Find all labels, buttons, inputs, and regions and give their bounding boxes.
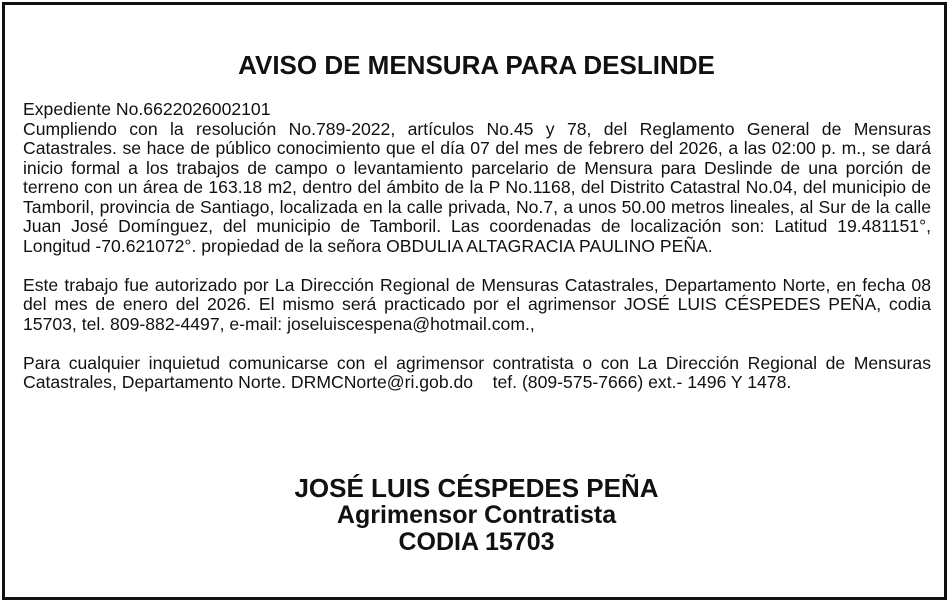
paragraph-spacer (23, 334, 931, 354)
signature-role: Agrimensor Contratista (336, 501, 617, 529)
notice-frame (2, 2, 947, 600)
notice-paragraph-schedule: Cumpliendo con la resolución No.789-2022, artículos No.45 y 78, del Reglamento General de Mensuras Catastrales. se hace de público conocimiento que el día 07 del mes de febrero del 2026, a las 02:00 p. m., se dará inicio formal a los trabajos de campo o levantamiento parcelario de Mensura para Deslinde de una porción de terreno con un área de 163.18 m2, dentro del ámbito de la P No.1168, del Distrito Catastral No.04, del municipio de Tamboril, provincia de Santiago, localizada en la calle privada, No.7, a unos 50.00 metros lineales, al Sur de la calle Juan José Domínguez, del municipio de Tamboril. Las coordenadas de localización son: Latitud 19.481151°, Longitud -70.621072°. propiedad de la señora OBDULIA ALTAGRACIA PAULINO PEÑA. (23, 118, 931, 256)
expediente-number: Expediente No.6622026002101 (23, 99, 271, 119)
signature-codia: CODIA 15703 (398, 528, 555, 556)
notice-paragraph-contact: Para cualquier inquietud comunicarse con el agrimensor contratista o con La Dirección Regional de Mensuras Catastrales, Departamento Norte. DRMCNorte@ri.gob.do tef. (809-575-7666) ext.- 1496 Y 1478. (23, 352, 936, 392)
signature-block (5, 475, 948, 556)
notice-body (23, 99, 936, 393)
signature-name: JOSÉ LUIS CÉSPEDES PEÑA (294, 473, 659, 503)
notice-paragraph-authorization: Este trabajo fue autorizado por La Dirección Regional de Mensuras Catastrales, Departamento Norte, en fecha 08 del mes de enero del 2026. El mismo será practicado por el agrimensor JOSÉ LUIS CÉSPEDES PEÑA, codia 15703, tel. 809-882-4497, e-mail: joseluiscespena@hotmail.com., (23, 274, 931, 334)
paragraph-spacer (23, 256, 931, 276)
notice-title: AVISO DE MENSURA PARA DESLINDE (238, 50, 715, 80)
